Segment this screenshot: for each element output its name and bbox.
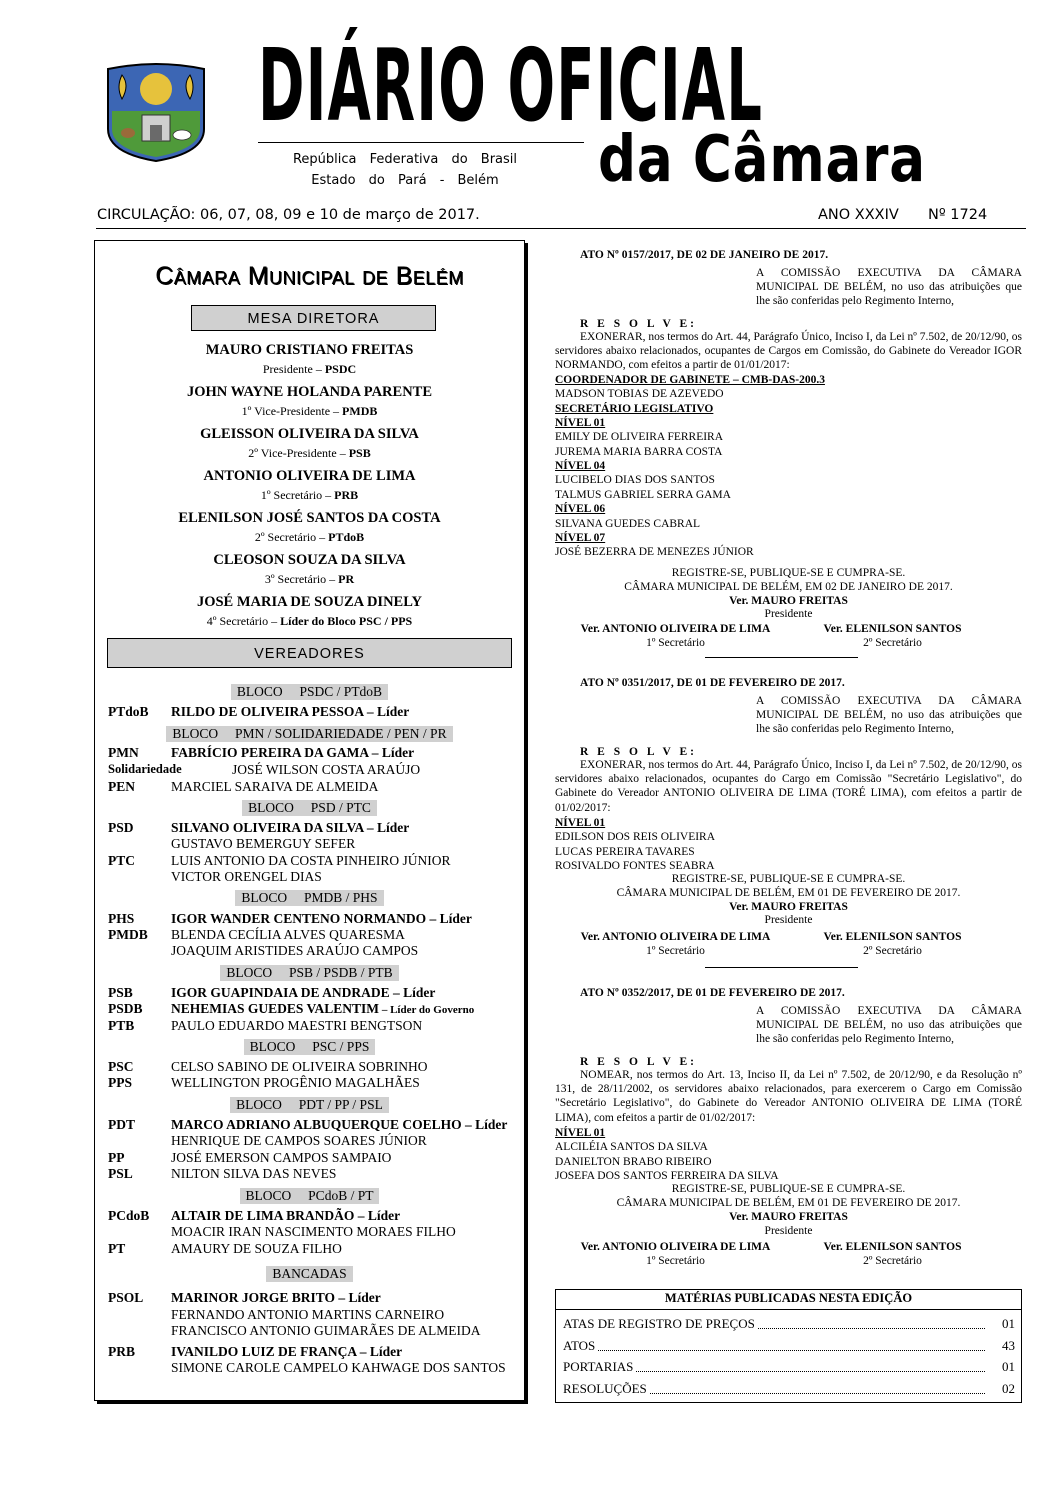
bloco-label: BLOCO PSC / PPS [244,1039,376,1055]
vereador-party: PTC [108,853,135,868]
act-line: JOSÉ BEZERRA DE MENEZES JÚNIOR [555,546,754,559]
vereador-name-text: IGOR GUAPINDAIA DE ANDRADE [171,985,390,1000]
vereador-name-text: IGOR WANDER CENTENO NORMANDO [171,911,427,926]
vereador-role: – Líder [354,1208,401,1223]
second-secretary-signature: Ver. ELENILSON SANTOS [823,1241,962,1253]
vereador-party: PPS [108,1075,133,1090]
vereador-role: – Líder [363,820,410,835]
vereador-party: PEN [108,779,135,794]
vereador-name-text: AMAURY DE SOUZA FILHO [171,1241,342,1256]
bloco-label: BLOCO PSD / PTC [242,800,377,816]
mesa-member-title: 2º Secretário – [254,530,329,544]
vereador-name-text: PAULO EDUARDO MAESTRI BENGTSON [171,1018,423,1033]
act-line: EMILY DE OLIVEIRA FERREIRA [555,431,724,444]
index-page: 43 [998,1336,1015,1356]
vereador-role: – Líder [426,911,472,926]
act-title: ATO Nº 0157/2017, DE 02 DE JANEIRO DE 2017. [580,249,829,261]
vereador-row [108,926,518,943]
act-body: NOMEAR, nos termos do Art. 13, Inciso II, da Lei nº 7.502, de 20/12/90, e da Resolução nº 131, de 28/11/2002, os servidores abaixo relacionados, para exercerem o Cargo em Comissão "Secretário Legislativo", do Gabinete do Vereador ANTONIO OLIVEIRA DE LIMA (TORÉ LIMA), com efeitos a partir de 01/02/2017: [555,1069,1022,1124]
mesa-member-party: PR [338,572,355,586]
mesa-member-role [96,362,523,377]
index-title: MATÉRIAS PUBLICADAS NESTA EDIÇÃO [664,1291,913,1305]
mesa-member-name: ANTONIO OLIVEIRA DE LIMA [203,468,416,484]
vereador-party: PMN [108,745,139,760]
mesa-member-role [96,404,523,419]
vereador-row [108,984,518,1001]
act-line: ROSIVALDO FONTES SEABRA [555,860,715,873]
vereador-name [171,1149,391,1166]
vereador-name [171,1289,381,1306]
vereador-name [171,910,472,927]
index-label: PORTARIAS [563,1357,636,1377]
act-line: NÍVEL 01 [555,817,606,829]
vereador-row [108,1149,518,1166]
act-line: DANIELTON BRABO RIBEIRO [555,1155,712,1168]
edition-year: ANO XXXIV [818,207,899,223]
vereador-row [108,1074,518,1091]
vereador-party: PP [108,1150,125,1165]
vereador-row [108,835,518,852]
mesa-member-title: 3º Secretário – [264,572,339,586]
vereador-name [171,868,322,885]
chamber-title: Câmara Municipal de Belém [155,262,464,290]
act-line: LUCIBELO DIAS DOS SANTOS [555,474,715,487]
mesa-member-party: Líder do Bloco PSC / PPS [280,614,413,628]
vereador-name-text: JOAQUIM ARISTIDES ARAÚJO CAMPOS [171,943,419,958]
act-line: MADSON TOBIAS DE AZEVEDO [555,388,724,401]
vereador-name-text: MARCO ADRIANO ALBUQUERQUE COELHO [171,1117,462,1132]
act-line: NÍVEL 06 [555,503,606,516]
act-title: ATO Nº 0351/2017, DE 01 DE FEVEREIRO DE 2017. [580,677,845,689]
act-line: SILVANA GUEDES CABRAL [555,517,701,530]
first-secretary-signature: Ver. ANTONIO OLIVEIRA DE LIMA [580,931,771,943]
vereador-row [108,1165,518,1182]
vereador-party: PSDB [108,1001,143,1016]
vereador-row [108,778,518,795]
mesa-member-title: 1º Vice-Presidente – [241,404,343,418]
bloco-label: BLOCO PSDC / PTdoB [231,684,388,700]
mesa-member-party: PTdoB [328,530,365,544]
vereador-party: PCdoB [108,1208,150,1223]
mesa-diretora-heading: MESA DIRETORA [191,305,436,331]
vereador-name [171,1359,506,1376]
mesa-member-party: PSB [348,446,371,460]
vereador-name-text: SILVANO OLIVEIRA DA SILVA [171,820,364,835]
mesa-member-role [96,446,523,461]
mesa-member-title: 4º Secretário – [206,614,281,628]
masthead-subtitle: da Câmara [598,123,926,197]
act-place-date: CÂMARA MUNICIPAL DE BELÉM, EM 01 DE FEVEREIRO DE 2017. [616,887,961,899]
vereador-row [108,1017,518,1034]
vereador-name [171,1306,444,1323]
index-label: ATOS [563,1336,598,1356]
vereador-name-text: JOSÉ EMERSON CAMPOS SAMPAIO [171,1150,392,1165]
vereador-row [108,761,518,778]
president-role: Presidente [764,1225,813,1237]
vereador-name-text: CELSO SABINO DE OLIVEIRA SOBRINHO [171,1059,428,1074]
act-line: ALCILÉIA SANTOS DA SILVA [555,1141,708,1154]
bloco-heading [96,799,523,817]
vereador-role: – Líder do Governo [379,1004,475,1016]
vereador-name-text: GUSTAVO BEMERGUY SEFER [171,836,356,851]
vereador-party: PTdoB [108,704,149,719]
vereador-name [171,1240,342,1257]
vereador-row [108,744,518,761]
vereador-row [108,1132,518,1149]
vereador-name-text: IVANILDO LUIZ DE FRANÇA [171,1344,357,1359]
bloco-heading [96,889,523,907]
vereador-role: – Líder [335,1290,381,1305]
act-commission: A COMISSÃO EXECUTIVA DA CÂMARA MUNICIPAL DE BELÉM, no uso das atribuições que lhe são conferidas pelo Regimento Interno, [756,1005,1022,1046]
act-line: NÍVEL 01 [555,417,606,430]
act-commission: A COMISSÃO EXECUTIVA DA CÂMARA MUNICIPAL DE BELÉM, no uso das atribuições que lhe são conferidas pelo Regimento Interno, [756,267,1022,308]
vereador-row [108,1322,518,1339]
vereador-party: PT [108,1241,126,1256]
index-row [563,1314,1015,1334]
act-line: SECRETÁRIO LEGISLATIVO [555,402,714,415]
vereador-name-text: VICTOR ORENGEL DIAS [171,869,322,884]
act-line: JUREMA MARIA BARRA COSTA [555,445,723,458]
mesa-member-name: MAURO CRISTIANO FREITAS [205,342,414,358]
act-line: NÍVEL 04 [555,460,606,473]
vereador-name [171,1322,481,1339]
vereador-name [232,761,420,778]
index-page: 01 [998,1357,1015,1377]
vereador-name-text: ALTAIR DE LIMA BRANDÃO [171,1208,355,1223]
bloco-heading [96,1187,523,1205]
act-divider [705,657,858,658]
issue-number: Nº 1724 [928,207,988,223]
vereador-name-text: MARINOR JORGE BRITO [171,1290,336,1305]
act-place-date: CÂMARA MUNICIPAL DE BELÉM, EM 02 DE JANEIRO DE 2017. [624,581,953,593]
vereador-name [171,1116,507,1133]
index-row [563,1379,1015,1399]
vereador-party: PHS [108,911,135,926]
mesa-member-role [96,614,523,629]
mesa-member-title: 1º Secretário – [260,488,335,502]
bloco-label: BLOCO PMDB / PHS [235,890,383,906]
vereador-party: PSOL [108,1290,144,1305]
act-register: REGISTRE-SE, PUBLIQUE-SE E CUMPRA-SE. [671,567,906,579]
vereador-party: PSL [108,1166,133,1181]
vereador-party: Solidariedade [108,762,182,776]
vereador-name [171,744,414,761]
president-signature: Ver. MAURO FREITAS [729,595,848,607]
second-secretary-role: 2º Secretário [863,1255,922,1267]
mesa-member-party: PSDC [324,362,357,376]
mesa-member-role [96,488,523,503]
vereador-row [108,1289,518,1306]
vereador-name-text: FRANCISCO ANTONIO GUIMARÃES DE ALMEIDA [171,1323,481,1338]
vereador-name [171,1017,422,1034]
vereador-name [171,778,378,795]
mesa-member-title: Presidente – [262,362,325,376]
vereador-row [108,910,518,927]
vereador-name [171,819,409,836]
index-label: RESOLUÇÕES [563,1379,650,1399]
vereador-name-text: MOACIR IRAN NASCIMENTO MORAES FILHO [171,1224,456,1239]
bloco-label: BLOCO PCdoB / PT [240,1188,380,1204]
mesa-member-role [96,572,523,587]
vereador-row [108,1207,518,1224]
index-label: ATAS DE REGISTRO DE PREÇOS [563,1314,758,1334]
index-leader-dots [563,1336,985,1351]
vereador-row [108,1359,518,1376]
first-secretary-signature: Ver. ANTONIO OLIVEIRA DE LIMA [580,623,771,635]
vereador-role: – Líder [363,704,410,719]
vereador-name-text: NEHEMIAS GUEDES VALENTIM [171,1001,380,1016]
header-rule [96,228,1026,229]
vereador-row [108,1058,518,1075]
vereador-name-text: MARCIEL SARAIVA DE ALMEIDA [171,779,379,794]
coat-of-arms-icon [104,63,208,163]
vereador-name [171,852,451,869]
act-title: ATO Nº 0352/2017, DE 01 DE FEVEREIRO DE 2017. [580,987,845,999]
act-line: TALMUS GABRIEL SERRA GAMA [555,488,731,501]
act-divider [705,967,858,968]
vereador-name-text: HENRIQUE DE CAMPOS SOARES JÚNIOR [171,1133,427,1148]
president-role: Presidente [764,608,813,620]
mesa-member-title: 2º Vice-Presidente – [248,446,349,460]
vereador-name [171,942,418,959]
vereador-name [171,835,355,852]
vereador-party: PSD [108,820,134,835]
bloco-heading [96,683,523,701]
vereador-row [108,942,518,959]
act-resolve: R E S O L V E: [580,318,697,330]
first-secretary-role: 1º Secretário [646,637,705,649]
vereador-row [108,1343,518,1360]
vereador-row [108,1000,518,1017]
act-line: COORDENADOR DE GABINETE – CMB-DAS-200.3 [555,374,825,386]
vereador-name-text: FERNANDO ANTONIO MARTINS CARNEIRO [171,1307,445,1322]
second-secretary-role: 2º Secretário [863,945,922,957]
vereador-row [108,868,518,885]
first-secretary-role: 1º Secretário [646,945,705,957]
vereador-party: PSB [108,985,133,1000]
masthead-title: DIÁRIO OFICIAL [258,27,764,144]
vereador-row [108,819,518,836]
president-signature: Ver. MAURO FREITAS [729,1211,848,1223]
vereador-party: PRB [108,1344,135,1359]
vereador-role: – Líder [389,985,436,1000]
bloco-label: BLOCO PMN / SOLIDARIEDADE / PEN / PR [166,726,452,742]
vereadores-heading: VEREADORES [107,638,512,668]
vereador-name [171,1343,402,1360]
vereador-name [171,984,435,1001]
circulation-dates: CIRCULAÇÃO: 06, 07, 08, 09 e 10 de março de 2017. [97,207,480,223]
vereador-name-text: NILTON SILVA DAS NEVES [171,1166,337,1181]
vereador-name-text: FABRÍCIO PEREIRA DA GAMA [171,745,369,760]
act-line: EDILSON DOS REIS OLIVEIRA [555,831,716,844]
vereador-row [108,1116,518,1133]
act-body: EXONERAR, nos termos do Art. 44, Parágrafo Único, Inciso I, da Lei nº 7.502, de 20/12/90, os servidores abaixo relacionados, ocupantes do Cargo em Comissão "Secretário Legislativo", do Gabinete do Vereador ANTONIO OLIVEIRA DE LIMA (TORÉ LIMA), com efeitos a partir de 01/02/2017: [555,759,1022,814]
act-place-date: CÂMARA MUNICIPAL DE BELÉM, EM 01 DE FEVEREIRO DE 2017. [616,1197,961,1209]
mesa-member-name: JOHN WAYNE HOLANDA PARENTE [186,384,433,400]
vereador-name [171,1207,400,1224]
index-rule [555,1309,1022,1310]
bloco-heading [96,1265,523,1283]
act-body: EXONERAR, nos termos do Art. 44, Parágrafo Único, Inciso I, da Lei nº 7.502, de 20/12/90, os servidores abaixo relacionados, ocupantes de Cargos em Comissão, do Gabinete do Vereador IGOR NORMANDO, com efeitos a partir de 01/01/2017: [555,331,1022,372]
vereador-name-text: WELLINGTON PROGÊNIO MAGALHÃES [171,1075,420,1090]
mesa-member-role [96,530,523,545]
masthead-republic: República Federativa do Brasil [292,152,518,167]
act-line: LUCAS PEREIRA TAVARES [555,845,695,858]
second-secretary-role: 2º Secretário [863,637,922,649]
mesa-member-party: PRB [334,488,359,502]
masthead-state: Estado do Pará - Belém [311,173,499,188]
vereador-role: – Líder [356,1344,403,1359]
vereador-name [171,1074,420,1091]
vereador-name [171,1058,428,1075]
vereador-row [108,703,518,720]
index-row [563,1357,1015,1377]
second-secretary-signature: Ver. ELENILSON SANTOS [823,623,962,635]
vereador-row [108,1306,518,1323]
vereador-name [171,1223,456,1240]
bloco-heading [96,1096,523,1114]
vereador-name-text: LUIS ANTONIO DA COSTA PINHEIRO JÚNIOR [171,853,451,868]
vereador-name [171,703,409,720]
act-resolve: R E S O L V E: [580,1056,697,1068]
index-page: 02 [998,1379,1015,1399]
act-resolve: R E S O L V E: [580,746,697,758]
mesa-member-party: PMDB [342,404,378,418]
bloco-label: BLOCO PDT / PP / PSL [230,1097,389,1113]
bloco-label: BLOCO PSB / PSDB / PTB [220,965,398,981]
vereador-name-text: RILDO DE OLIVEIRA PESSOA [171,704,364,719]
mesa-member-name: CLEOSON SOUZA DA SILVA [213,552,406,568]
vereador-name-text: JOSÉ WILSON COSTA ARAÚJO [232,762,421,777]
masthead-rule [258,142,584,143]
bloco-heading [96,964,523,982]
act-register: REGISTRE-SE, PUBLIQUE-SE E CUMPRA-SE. [671,873,906,885]
mesa-member-name: ELENILSON JOSÉ SANTOS DA COSTA [178,510,441,526]
president-signature: Ver. MAURO FREITAS [729,901,848,913]
vereador-party: PMDB [108,927,148,942]
vereador-party: PDT [108,1117,135,1132]
president-role: Presidente [764,914,813,926]
vereador-row [108,852,518,869]
vereador-name-text: BLENDA CECÍLIA ALVES QUARESMA [171,927,405,942]
vereador-party: PTB [108,1018,135,1033]
mesa-member-name: GLEISSON OLIVEIRA DA SILVA [200,426,419,442]
act-line: JOSEFA DOS SANTOS FERREIRA DA SILVA [555,1170,779,1183]
first-secretary-signature: Ver. ANTONIO OLIVEIRA DE LIMA [580,1241,771,1253]
vereador-name [171,1132,427,1149]
act-register: REGISTRE-SE, PUBLIQUE-SE E CUMPRA-SE. [671,1183,906,1195]
vereador-name [171,1165,336,1182]
bloco-heading [96,1038,523,1056]
act-line: NÍVEL 07 [555,531,606,544]
index-page: 01 [998,1314,1015,1334]
vereador-row [108,1240,518,1257]
act-commission: A COMISSÃO EXECUTIVA DA CÂMARA MUNICIPAL DE BELÉM, no uso das atribuições que lhe são conferidas pelo Regimento Interno, [756,695,1022,736]
vereador-role: – Líder [368,745,415,760]
vereador-row [108,1223,518,1240]
act-line: NÍVEL 01 [555,1127,606,1139]
bloco-label: BANCADAS [266,1266,352,1282]
vereador-role: – Líder [461,1117,508,1132]
second-secretary-signature: Ver. ELENILSON SANTOS [823,931,962,943]
mesa-member-name: JOSÉ MARIA DE SOUZA DINELY [196,594,423,610]
index-row [563,1336,1015,1356]
vereador-name [171,926,405,943]
vereador-name-text: SIMONE CAROLE CAMPELO KAHWAGE DOS SANTOS [171,1360,506,1375]
first-secretary-role: 1º Secretário [646,1255,705,1267]
vereador-party: PSC [108,1059,134,1074]
bloco-heading [96,725,523,743]
